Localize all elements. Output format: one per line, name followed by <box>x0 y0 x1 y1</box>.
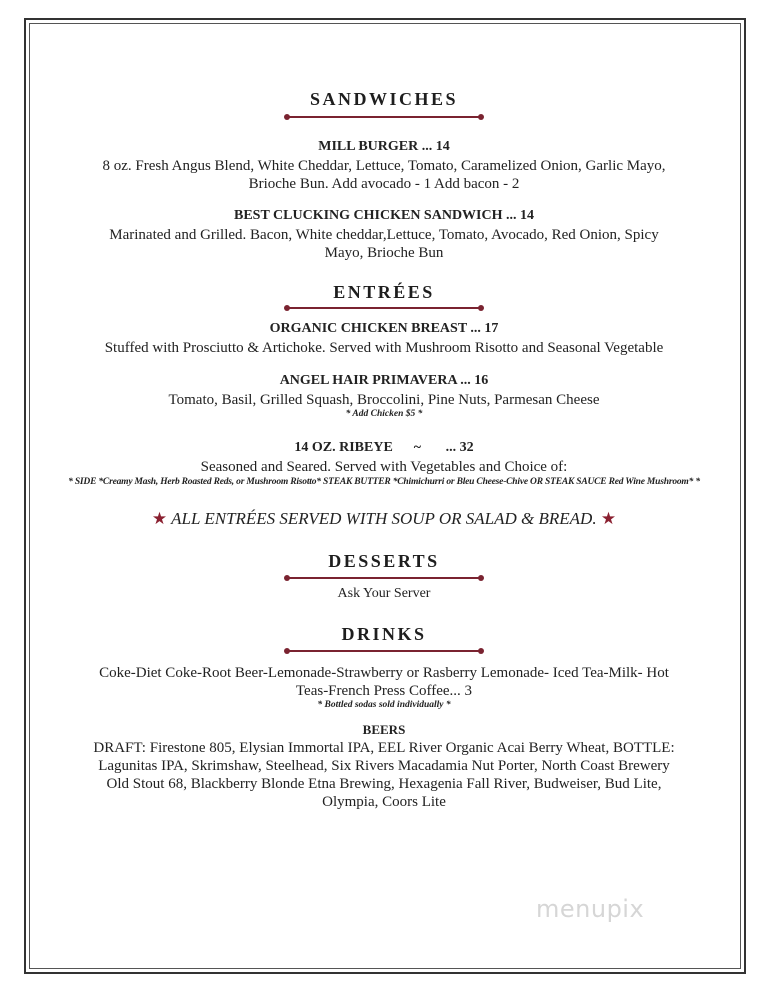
mill-burger-desc-2: Brioche Bun. Add avocado - 1 Add bacon - 2 <box>248 176 520 192</box>
angel-hair-title: ANGEL HAIR PRIMAVERA ... 16 <box>279 373 489 388</box>
drinks-heading: DRINKS <box>341 624 427 644</box>
beers-line-4: Olympia, Coors Lite <box>322 794 446 810</box>
angel-hair-note: * Add Chicken $5 * <box>345 409 423 419</box>
entrees-divider <box>287 307 481 309</box>
chicken-sandwich-desc-1: Marinated and Grilled. Bacon, White cheddar,Lettuce, Tomato, Avocado, Red Onion, Spicy <box>109 227 659 243</box>
desserts-heading: DESSERTS <box>328 551 440 571</box>
beers-heading: BEERS <box>362 722 406 737</box>
mill-burger-title: MILL BURGER ... 14 <box>318 139 450 154</box>
beers-line-2: Lagunitas IPA, Skrimshaw, Steelhead, Six Rivers Macadamia Nut Porter, North Coast Brewery <box>98 758 670 774</box>
drinks-line-1: Coke-Diet Coke-Root Beer-Lemonade-Strawberry or Rasberry Lemonade- Iced Tea-Milk- Hot <box>99 665 669 681</box>
ribeye-options: * SIDE *Creamy Mash, Herb Roasted Reds, or Mushroom Risotto* STEAK BUTTER *Chimichurri or Bleu Cheese-Chive OR STEAK SAUCE Red Wine Mushroom* * <box>68 477 700 487</box>
menupix-watermark: menupix <box>536 895 645 923</box>
drinks-note: * Bottled sodas sold individually * <box>317 700 451 710</box>
mill-burger-desc-1: 8 oz. Fresh Angus Blend, White Cheddar, Lettuce, Tomato, Caramelized Onion, Garlic Mayo, <box>102 158 666 174</box>
chicken-breast-title: ORGANIC CHICKEN BREAST ... 17 <box>269 321 499 336</box>
star-icon: ★ <box>600 509 617 528</box>
angel-hair-desc: Tomato, Basil, Grilled Squash, Broccolini, Pine Nuts, Parmesan Cheese <box>168 392 600 408</box>
chicken-sandwich-title: BEST CLUCKING CHICKEN SANDWICH ... 14 <box>233 208 534 223</box>
entrees-footer-note <box>30 509 738 529</box>
entrees-heading: ENTRÉES <box>333 282 435 302</box>
sandwiches-divider <box>287 116 481 118</box>
chicken-sandwich-desc-2: Mayo, Brioche Bun <box>324 245 444 261</box>
drinks-divider <box>287 650 481 652</box>
entrees-footer-text: ALL ENTRÉES SERVED WITH SOUP OR SALAD & BREAD. <box>171 509 597 528</box>
beers-line-3: Old Stout 68, Blackberry Blonde Etna Brewing, Hexagenia Fall River, Budweiser, Bud Lite, <box>106 776 662 792</box>
desserts-text: Ask Your Server <box>337 586 431 601</box>
star-icon: ★ <box>151 509 168 528</box>
chicken-breast-desc: Stuffed with Prosciutto & Artichoke. Served with Mushroom Risotto and Seasonal Vegetable <box>104 340 664 356</box>
ribeye-title: 14 OZ. RIBEYE ~ ... 32 <box>294 440 474 455</box>
drinks-line-2: Teas-French Press Coffee... 3 <box>295 683 473 699</box>
beers-line-1: DRAFT: Firestone 805, Elysian Immortal IPA, EEL River Organic Acai Berry Wheat, BOTTLE: <box>93 740 675 756</box>
ribeye-desc: Seasoned and Seared. Served with Vegetables and Choice of: <box>200 459 568 475</box>
sandwiches-heading: SANDWICHES <box>309 89 459 109</box>
desserts-divider <box>287 577 481 579</box>
